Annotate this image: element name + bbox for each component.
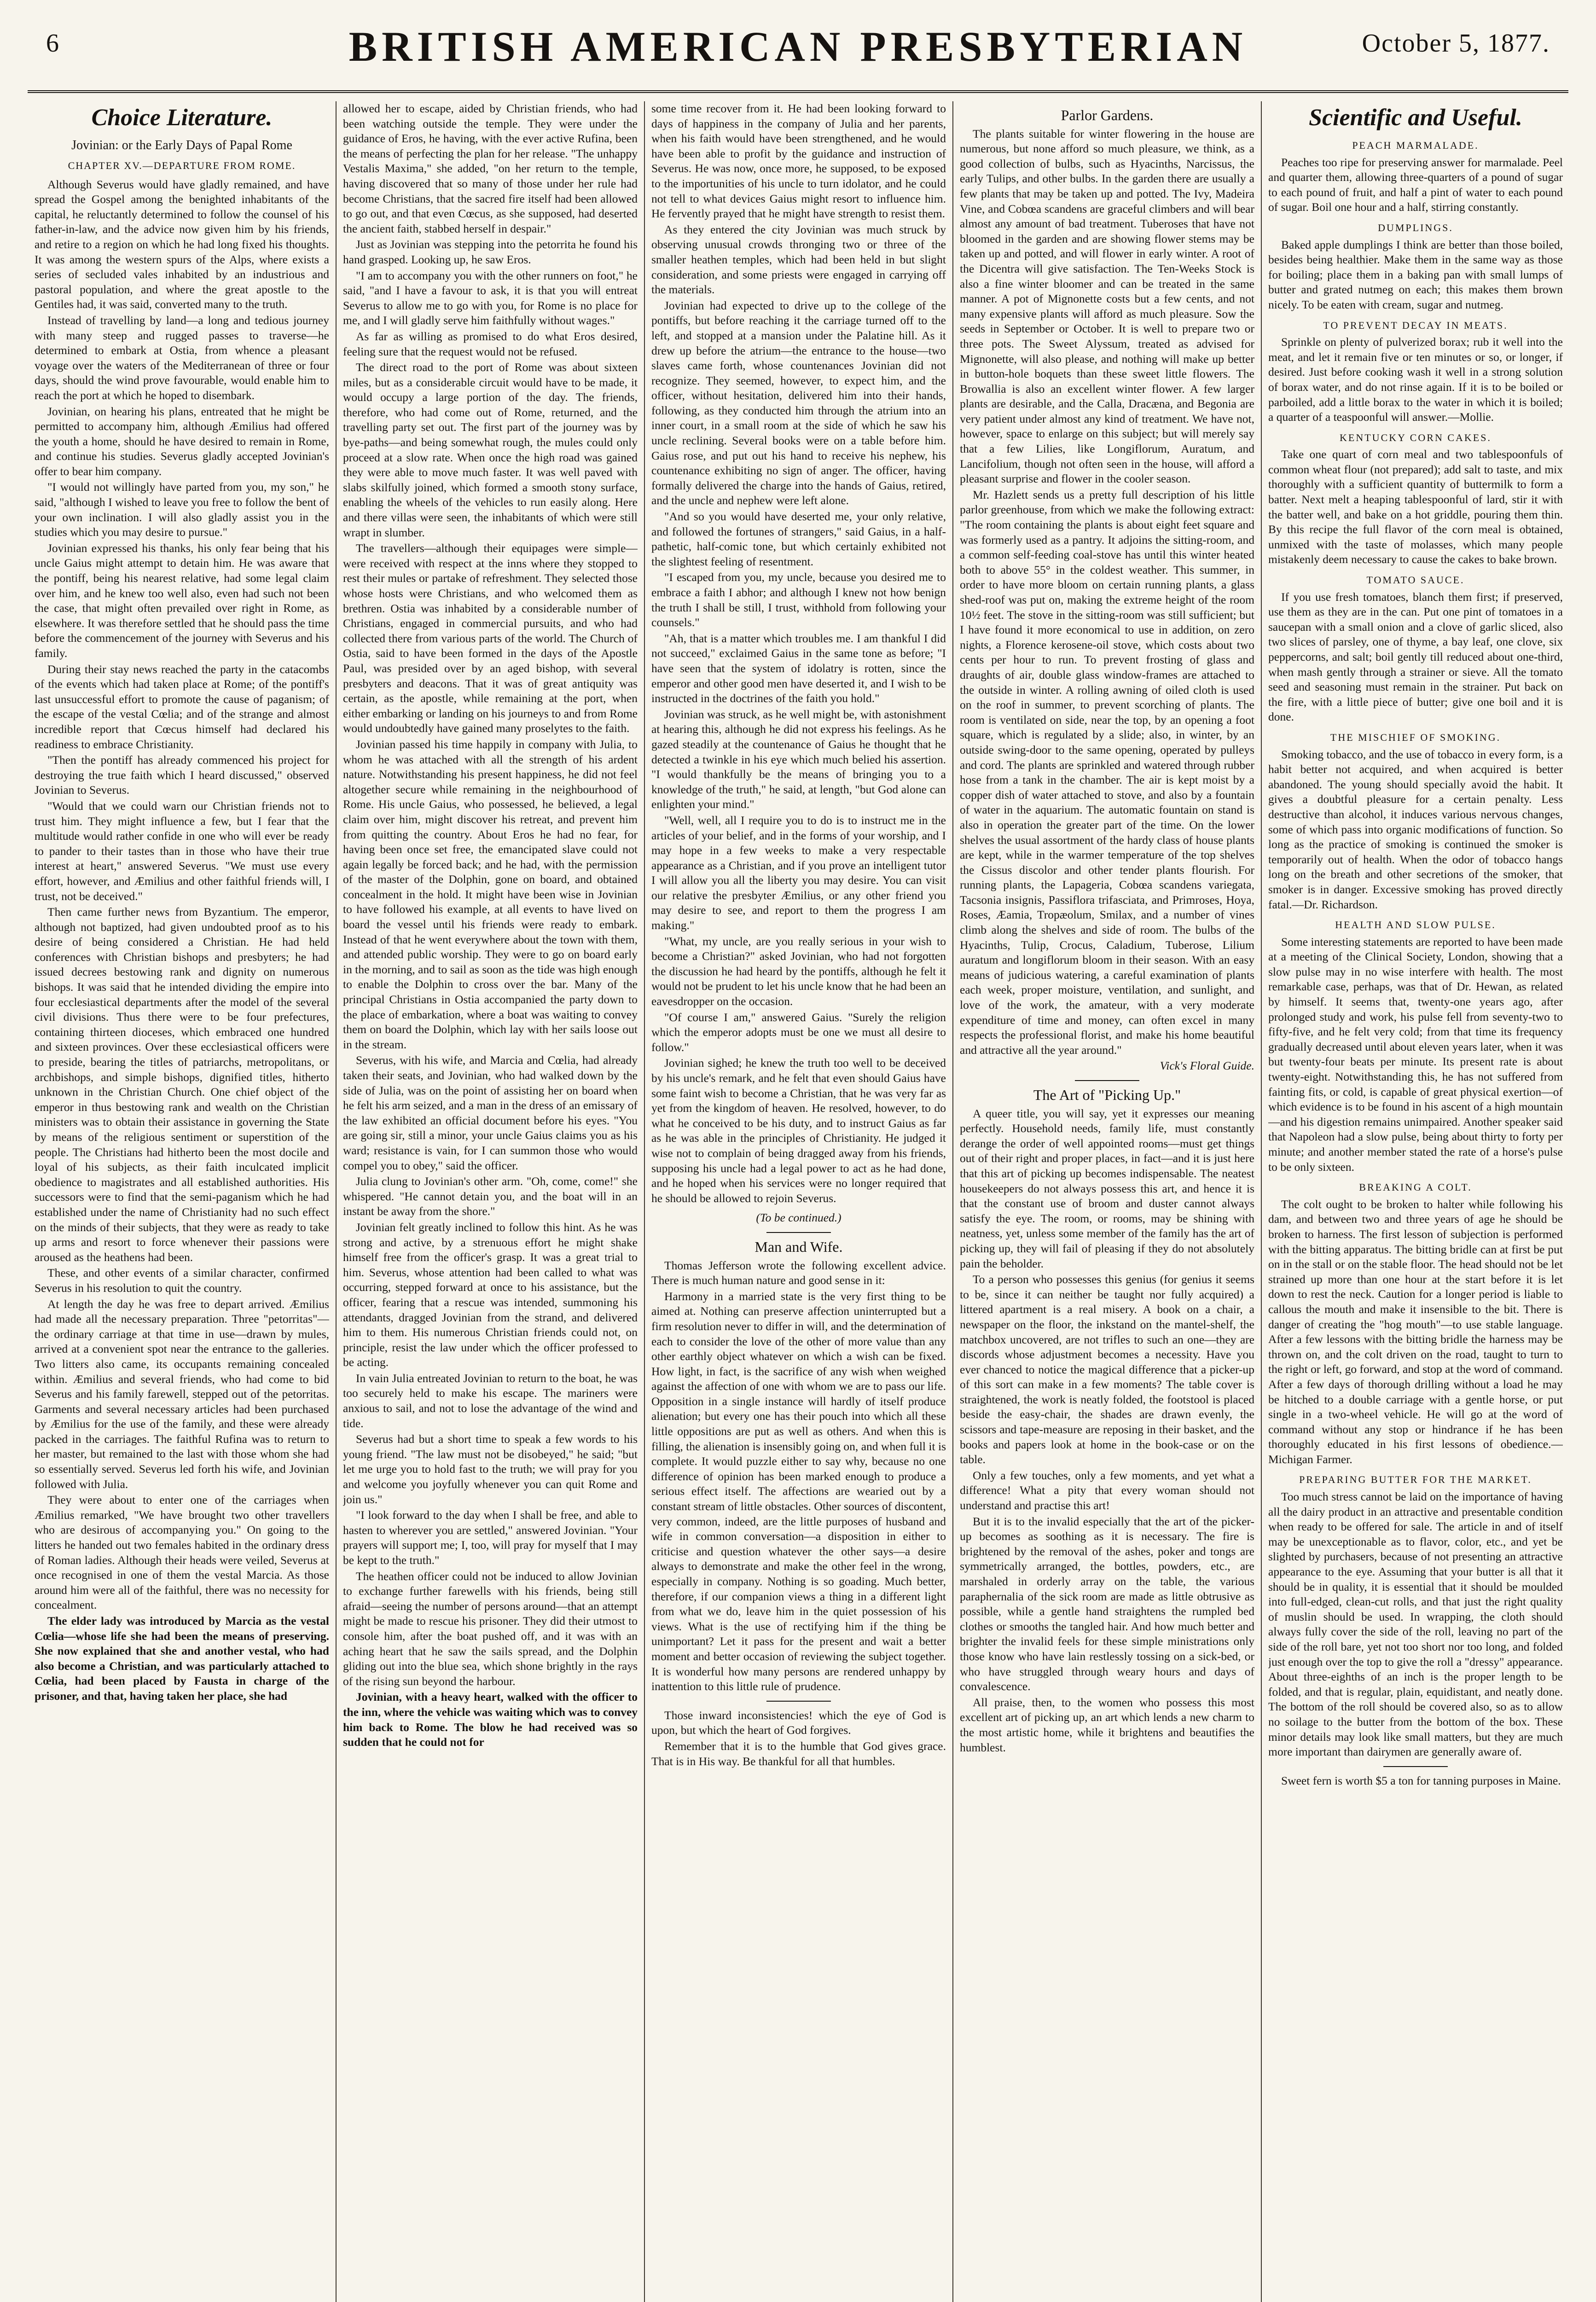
recipe-heading: PEACH MARMALADE. <box>1352 140 1479 151</box>
divider <box>766 1232 831 1233</box>
recipe-heading: TO PREVENT DECAY IN MEATS. <box>1323 319 1508 331</box>
recipe-heading: TOMATO SAUCE. <box>1366 574 1465 586</box>
paragraph: They were about to enter one of the carriages when Æmilius remarked, "We have brought two other travellers who are desirous of accompanying you." On going to the litters he handed out two females habited in the ordinary dress of Roman ladies. Although their heads were veiled, Severus at once recognised in one of them the vestal Marcia. As those around him were all of the faithful, there was no necessity for concealment. <box>35 1493 329 1612</box>
paragraph: But it is to the invalid especially that the art of the picker-up becomes as soothing as it is necessary. The fire is brightened by the removal of the ashes, poker and tongs are symmetrically arranged, the bottles, powders, etc., are marshaled in orderly array on the table, the various paraphernalia of the sick room are made as little obtrusive as possible, while a gentle hand straightens the rumpled bed clothes or smooths the tangled hair. And how much better and brighter the invalid feels for these simple ministrations only those know who have lain restlessly tossing on a sick-bed, or who have struggled through weary hours and days of convalescence. <box>960 1514 1254 1693</box>
paragraph: The direct road to the port of Rome was about sixteen miles, but as a considerable circuit would have to be made, it would occupy a large portion of the day. The friends, therefore, who had come out of Rome, returned, and the travelling party set out. The first part of the journey was by bye-paths—and being somewhat rough, the mules could only proceed at a slow rate. When once the high road was gained they were able to move much faster. It was well paved with slabs skilfully joined, which formed a smooth stony surface, enabling the wheels of the vehicles to run easily along. Here and there villas were seen, the inhabitants of which were still wrapt in slumber. <box>343 360 638 539</box>
paragraph: "I would not willingly have parted from you, my son," he said, "although I wished to leave you free to follow the bent of your own inclination. I will also gladly assist you in the studies which you may desire to pursue." <box>35 480 329 539</box>
paragraph: Take one quart of corn meal and two tablespoonfuls of common wheat flour (not prepared); add salt to taste, and mix thoroughly with a sufficient quantity of buttermilk to form a batter. Next melt a heaping tablespoonful of lard, stir it with the batter well, and bake on a hot griddle, pouring them thin. By this recipe the full flavor of the corn meal is obtained, unmixed with the taste of molasses, which many people mistakenly deem necessary to cause the cakes to bake brown. <box>1268 448 1563 566</box>
paragraph: Jovinian felt greatly inclined to follow this hint. As he was strong and active, by a strenuous effort he might shake himself free from the officer's grasp. It was a great trial to him. Severus, whose attention had been called to what was occurring, stepped forward at once to his assistance, but the officer, fearing that a rescue was intended, summoning his attendants, dragged Jovinian from the strand, and delivered him to them. His numerous Christian friends could not, on principle, resist the law under which the officer professed to be acting. <box>343 1220 638 1369</box>
paragraph: "Then the pontiff has already commenced his project for destroying the true faith which I heard discussed," observed Jovinian to Severus. <box>35 753 329 797</box>
article-heading: THE MISCHIEF OF SMOKING. <box>1330 731 1501 743</box>
paragraph: "Would that we could warn our Christian friends not to trust him. They might influence a few, but I fear that the multitude would rather confide in one who will ever be ready to pander to their tastes than in those who have their true interest at heart," answered Severus. "We must use every effort, however, and Æmilius and other faithful friends will, I trust, not be deceived." <box>35 799 329 903</box>
article-title: The Art of "Picking Up." <box>1033 1087 1181 1103</box>
paragraph: Jovinian expressed his thanks, his only fear being that his uncle Gaius might attempt to detain him. He was aware that the pontiff, being his nearest relative, had some legal claim over him, and he knew too well also, even had such not been the case, that might often prevailed over right in Rome, as elsewhere. It was therefore settled that he should pass the time before the commencement of the journey with Severus and his family. <box>35 541 329 660</box>
article-title: Parlor Gardens. <box>1061 107 1154 123</box>
paragraph: The heathen officer could not be induced to allow Jovinian to exchange further farewells with his friends, being still afraid—seeing the number of persons around—that an attempt might be made to rescue his prisoner. They did their utmost to console him, after the boat pushed off, and it was with an aching heart that he saw the sails spread, and the Dolphin gliding out into the blue sea, which shone brightly in the rays of the rising sun beyond the harbour. <box>343 1569 638 1688</box>
column-2 <box>343 101 638 2302</box>
issue-date: October 5, 1877. <box>1362 29 1550 58</box>
paragraph: "Of course I am," answered Gaius. "Surely the religion which the emperor adopts must be one we must all desire to follow." <box>651 1010 946 1054</box>
paragraph: A queer title, you will say, yet it expresses our meaning perfectly. Household needs, family life, must constantly derange the order of well appointed rooms—must get things out of their right and proper places, in fact—and it is just here that this art of picking up becomes indispensable. The neatest housekeepers do not always possess this art, and hence it is that the constant use of broom and duster cannot always satisfy the eye. The room, or rooms, may be shining with neatness, yet, unless some member of the family has the art of picking up, they will fail of pleasing if they do not absolutely pain the beholder. <box>960 1106 1254 1270</box>
paragraph: Sweet fern is worth $5 a ton for tanning purposes in Maine. <box>1281 1773 1561 1787</box>
paragraph: To a person who possesses this genius (for genius it seems to be, since it can neither be taught nor fully acquired) a littered apartment is a real misery. A book on a chair, a newspaper on the floor, the inkstand on the mantel-shelf, the matchbox uncovered, are not trifles to such an one—they are discords whose adjustment becomes a necessity. Have you ever chanced to notice the magical difference that a picker-up of this sort can make in a few moments? The table cover is straightened, the work is neatly folded, the footstool is placed beside the easy-chair, the shades are drawn evenly, the scissors and tape-measure are reposing in their basket, and the books and papers look at home in the book-case or on the table. <box>960 1273 1254 1466</box>
masthead <box>28 18 1568 83</box>
paragraph: Too much stress cannot be laid on the importance of having all the dairy product in an attractive and presentable condition when ready to be offered for sale. The article in and of itself may be unexceptionable as to flavor, color, etc., and yet be slighted by purchasers, because of not presenting an attractive appearance to the eye. Assuming that your butter is all that it should be in quality, it is essential that it should be moulded into full-edged, clean-cut rolls, and that just the right quality of muslin should be used. In wrapping, the cloth should always fully cover the side of the roll, leaving no part of the side of the roll bare, yet not too short nor too long, and folded just enough over the top to give the roll a "dressy" appearance. About three-eighths of an inch is the proper length to be folded, and that is regular, plain, equidistant, and neatly done. The bottom of the roll should be covered also, so as to allow no soilage to the butter from the bottom of the box. These minor details may look like small matters, but they are much more important than dairymen are generally aware of. <box>1268 1490 1563 1759</box>
paragraph: "I am to accompany you with the other runners on foot," he said, "and I have a favour to ask, it is that you will entreat Severus to allow me to go with you, for Rome is no place for me, and I will gladly serve him faithfully without wages." <box>343 268 638 327</box>
paragraph: If you use fresh tomatoes, blanch them first; if preserved, use them as they are in the can. Put one pint of tomatoes in a saucepan with a small onion and a clove of garlic sliced, also two slices of parsley, one of thyme, a bay leaf, one clove, six peppercorns, and salt; boil gently till reduced about one-third, when mash gently through a strainer or sieve. All the tomato seed and seasoning must remain in the strainer. Put back on the fire, with a little piece of butter; give one boil and it is done. <box>1268 590 1563 724</box>
paragraph: "Ah, that is a matter which troubles me. I am thankful I did not succeed," exclaimed Gaius in the same tone as before; "I have seen that the system of idolatry is rotten, since the emperor and other good men have deserted it, and I wish to be instructed in the doctrines of the faith you hold." <box>651 631 946 705</box>
paragraph: Harmony in a married state is the very first thing to be aimed at. Nothing can preserve affection uninterrupted but a firm resolution never to differ in will, and the determination of each to consider the love of the other of more value than any other earthly object whatever on which a wish can be fixed. How light, in fact, is the sacrifice of any wish when weighed against the affection of one with whom we are to pass our life. Opposition in a single instance will hardly of itself produce alienation; but every one has their pouch into which all these little oppositions are put as well as others. And when this is filling, the alienation is insensibly going on, and when full it is complete. It would puzzle either to say why, because no one difference of opinion has been marked enough to produce a serious effect itself. The affections are wearied out by a constant stream of little obstacles. Other sources of discontent, very common, indeed, are the little purposes of husband and wife in common conversation—a disposition in either to criticise and question whatever the other says—a desire always to demonstrate and make the other feel in the wrong, especially in company. Nothing is so goading. Much better, therefore, if our companion views a thing in a different light from what we do, leave him in the quiet possession of his views. What is the use of rectifying him if the thing be unimportant? Let it pass for the present and wait a better moment and better occasion of reviewing the subject together. It is wonderful how many persons are rendered unhappy by inattention to this little rule of prudence. <box>651 1289 946 1693</box>
paragraph: "What, my uncle, are you really serious in your wish to become a Christian?" asked Jovinian, who had not forgotten the discussion he had heard by the pontiffs, although he felt it would not be prudent to let his uncle know that he had been an eavesdropper on the occasion. <box>651 934 946 1008</box>
article-heading: HEALTH AND SLOW PULSE. <box>1335 919 1496 931</box>
paragraph: Just as Jovinian was stepping into the petorrita he found his hand grasped. Looking up, he saw Eros. <box>343 238 638 266</box>
paragraph: Some interesting statements are reported to have been made at a meeting of the Clinical Society, London, showing that a slow pulse may in no wise interfere with health. The most remarkable case, perhaps, was that of Dr. Hewan, as related by himself. It seems that, twenty-one years ago, after prolonged study and work, his pulse fell from seventy-two to fifty-five, and he felt very cold; from that time its frequency gradually decreased until about eleven years later, when it was but twenty-four beats per minute. Its present rate is about twenty-eight. Notwithstanding this, he has not suffered from fainting fits, or cold, is capable of great physical exertion—of which evidence is to be found in his ascent of a high mountain—and his digestion remains unimpaired. Another speaker said that Napoleon had a slow pulse, being about thirty to forty per minute; and another member stated the rate of a horse's pulse to be only sixteen. <box>1268 935 1563 1174</box>
paragraph: As far as willing as promised to do what Eros desired, feeling sure that the request would not be refused. <box>343 329 638 358</box>
paragraph: "Well, well, all I require you to do is to instruct me in the articles of your belief, and in the forms of your worship, and I may hope in a few weeks to make a very respectable appearance as a Christian, and if you prove an intelligent tutor I will allow you all the liberty you may desire. You can visit our relative the presbyter Æmilius, or any other friend you may desire to see, and report to them the progress I am making." <box>651 813 946 932</box>
paragraph: During their stay news reached the party in the catacombs of the events which had taken place at Rome; of the pontiff's last unsuccessful effort to promote the cause of paganism; of the escape of the vestal Cœlia; and of the strange and almost incredible report that Cœcus himself had declared his readiness to embrace Christianity. <box>35 662 329 751</box>
newspaper-title: BRITISH AMERICAN PRESBYTERIAN <box>348 23 1248 70</box>
paragraph: "I escaped from you, my uncle, because you desired me to embrace a faith I abhor; and although I knew not how benign the truth I shall be still, I trust, withhold from following your counsels." <box>651 570 946 629</box>
paragraph: Severus, with his wife, and Marcia and Cœlia, had already taken their seats, and Jovinian, who had walked down by the side of Julia, was on the point of assisting her on board when he felt his arm seized, and a man in the dress of an emissary of the law exhibited an official document before his eyes. "You are going sir, still a minor, your uncle Gaius claims you as his ward; resistance is vain, for I can summon those who would compel you to obey," said the officer. <box>343 1053 638 1172</box>
paragraph: The plants suitable for winter flowering in the house are numerous, but none afford so much pleasure, we think, as a good collection of bulbs, such as Hyacinths, Narcissus, the early Tulips, and other bulbs. In the garden there are usually a few plants that may be taken up and potted. The Ivy, Madeira Vine, and Cobœa scandens are graceful climbers and will bear almost any amount of bad treatment. Tuberoses that have not bloomed in the garden and are showing flower stems may be taken up and potted, and will flower in early winter. A root of the Dicentra will give satisfaction. The Ten-Weeks Stock is also a fine winter bloomer and can be treated in the same manner. A pot of Mignonette costs but a few cents, and not many expensive plants will afford as much pleasure. Sow the seeds in September or October. It is well to prepare two or three pots. The Sweet Alyssum, treated as advised for Mignonette, will also please, and nothing will make up better in button-hole boquets than these sweet little flowers. The Browallia is also an excellent winter flower. A few larger plants are desirable, and the Calla, Dracæna, and Begonia are very patient under almost any kind of treatment. We have not, however, space to enlarge on this subject; but will merely say that a few Lilies, like Longiflorum, Auratum, and Lancifolium, though not often seen in the house, will afford a pleasant surprise and flower in the cooler season. <box>960 127 1254 486</box>
column-divider <box>644 101 645 2302</box>
paragraph: Sprinkle on plenty of pulverized borax; rub it well into the meat, and let it remain five or ten minutes or so, or longer, if desired. Just before cooking wash it well in a strong solution of borax water, and do not rinse again. If it is to be boiled or parboiled, add a little borax to the water in which it is boiled; a quarter of a teaspoonful will answer.—Mollie. <box>1268 335 1563 424</box>
paragraph: Peaches too ripe for preserving answer for marmalade. Peel and quarter them, allowing three-quarters of a pound of sugar to each pound of fruit, and half a pint of water to each pound of sugar. Boil one hour and a half, stirring constantly. <box>1268 155 1563 214</box>
paragraph: Severus had but a short time to speak a few words to his young friend. "The law must not be disobeyed," he said; "but let me urge you to hold fast to the truth; we will pray for you and welcome you joyfully whenever you can quit Rome and join us." <box>343 1432 638 1506</box>
paragraph: At length the day he was free to depart arrived. Æmilius had made all the necessary preparation. Three "petorritas"—the ordinary carriage at that time in use—drawn by mules, arrived at a convenient spot near the entrance to the galleries. Two litters also came, its occupants remaining concealed within. Æmilius and several friends, who had come to bid Severus and his family farewell, stepped out of the petorritas. Garments and several necessary articles had been purchased by Æmilius for the use of the family, and these were already packed in the carriages. The faithful Rufina was to return to her master, but remained to the last with those whom she had so essentially served. Severus led forth his wife, and Jovinian followed with Julia. <box>35 1297 329 1491</box>
paragraph: "I look forward to the day when I shall be free, and able to hasten to wherever you are settled," answered Jovinian. "Your prayers will support me; I, too, will pray for myself that I may be kept to the truth." <box>343 1508 638 1567</box>
paragraph: As they entered the city Jovinian was much struck by observing unusual crowds thronging two or three of the smaller heathen temples, which had been held in but slight consideration, and some priests were engaged in carrying off the materials. <box>651 222 946 296</box>
paragraph: Jovinian sighed; he knew the truth too well to be deceived by his uncle's remark, and he felt that even should Gaius have some faint wish to become a Christian, that he was very far as yet from the kingdom of heaven. He resolved, however, to do what he conceived to be his duty, and to instruct Gaius as far as he was able in the principles of Christianity. He judged it wise not to complain of being dragged away from his friends, supposing his uncle had a legal power to act as he had done, and he hoped when his services were no longer required that he should be allowed to rejoin Severus. <box>651 1056 946 1205</box>
paragraph: Jovinian passed his time happily in company with Julia, to whom he was attached with all the strength of his ardent nature. Notwithstanding his present happiness, he did not feel altogether secure while remaining in the neighbourhood of Rome. His uncle Gaius, who possessed, he believed, a legal claim over him, might discover his retreat, and prevent him from quitting the country. About Eros he had no fear, for having been once set free, the emancipated slave could not again legally be forced back; and he had, with the permission of the master of the Dolphin, gone on board, and obtained concealment in the hold. It might have been wise in Jovinian to have followed his example, at all events to have lived on board the vessel until his friends were ready to embark. Instead of that he went everywhere about the town with them, and attended public worship. They were to go on board early in the morning, and to sail as soon as the tide was high enough to enable the Dolphin to cross over the bar. Many of the principal Christians in Ostia accompanied the party down to the place of embarkation, where a boat was waiting to convey them on board the Dolphin, which lay with her sails loose out in the stream. <box>343 737 638 1051</box>
page-number: 6 <box>46 29 59 58</box>
article-heading: PREPARING BUTTER FOR THE MARKET. <box>1299 1474 1532 1486</box>
column-divider <box>952 101 953 2302</box>
column-3 <box>651 101 946 2302</box>
column-5 <box>1268 101 1563 2302</box>
paragraph: Jovinian was struck, as he well might be, with astonishment at hearing this, although he did not express his feelings. As he gazed steadily at the countenance of Gaius he thought that he detected a twinkle in his eye which much belied his assertion. "I would thankfully be the means of bringing you to a knowledge of the truth," he said, at length, "but God alone can enlighten your mind." <box>651 707 946 811</box>
source-credit: Vick's Floral Guide. <box>1160 1059 1254 1073</box>
divider <box>1075 1080 1139 1081</box>
recipe-heading: DUMPLINGS. <box>1378 221 1453 233</box>
paragraph: Then came further news from Byzantium. The emperor, although not baptized, had given undoubted proof as to his desire of being considered a Christian. He had held conferences with Christian bishops and presbyters; he had issued decrees bestowing rank and dignity on numerous bishops. It was said that he intended dividing the empire into four ecclesiastical departments after the model of the several civil divisions. Thus there were to be four prefectures, containing thirteen dioceses, which embraced one hundred and sixteen provinces. Over these ecclesiastical officers were to preside, bearing the titles of patriarchs, metropolitans, or archbishops, and simple bishops, dignified titles, hitherto unknown in the Christian Church. One chief object of the emperor in thus bestowing rank and wealth on the Christian ministers was to obtain their assistance in governing the State by means of the religious sentiment or superstition of the people. The Christians had hitherto been the most docile and loyal of his subjects, as their faith inculcated implicit obedience to magistrates and all established authorities. His successors were to find that the semi-paganism which he had established under the name of Christianity had no such effect on the minds of their subjects, that they were as ready to take up arms and resort to force whenever their passions were aroused as the heathens had been. <box>35 905 329 1264</box>
paragraph: Jovinian, with a heavy heart, walked with the officer to the inn, where the vehicle was waiting which was to convey him back to Rome. The blow he had received was so sudden that he could not for <box>343 1690 638 1749</box>
story-title: Jovinian: or the Early Days of Papal Rome <box>71 138 292 152</box>
paragraph: These, and other events of a similar character, confirmed Severus in his resolution to quit the country. <box>35 1266 329 1295</box>
column-1 <box>35 101 329 2302</box>
paragraph: The colt ought to be broken to halter while following his dam, and between two and three years of age he should be broken to harness. The first lesson of subjection is performed with the bitting apparatus. The bitting bridle can at first be put on in the stall or on the stable floor. The head should not be let strained up more than one hour at the start before it is let down to rest the neck. Caution for a longer period is liable to callous the mouth and make it insensible to the bit. There is danger of creating the "hog mouth"—to use stable language. After a few lessons with the bitting bridle the harness may be thrown on, and the colt driven on the road, taught to turn to the right or left, go forward, and stop at the word of command. After a few days of thorough drilling without a load he may be hitched to a double carriage with a gentle horse, or put single in a two-wheel vehicle. He will go at the word of command without any stop or hindrance if he has been thoroughly educated in his first lessons of obedience.—Michigan Farmer. <box>1268 1197 1563 1466</box>
recipe-heading: KENTUCKY CORN CAKES. <box>1340 431 1492 443</box>
paragraph: The travellers—although their equipages were simple—were received with respect at the inns where they stopped to rest their mules or partake of refreshment. They selected those whose hosts were Christians, and who welcomed them as brethren. Ostia was inhabited by a considerable number of Christians, engaged in commercial pursuits, and who had collected there from various parts of the world. The Church of Ostia, said to have been formed in the days of the Apostle Paul, was presided over by an aged bishop, with several presbyters and deacons. That it was of great antiquity was certain, as the apostle, while remaining at the port, when either embarking or landing on his journeys to and from Rome would undoubtedly have gained many proselytes to the faith. <box>343 541 638 735</box>
paragraph: allowed her to escape, aided by Christian friends, who had been watching outside the temple. They were under the guidance of Eros, he having, with the ever active Rufina, been the means of perfecting the plan for her release. "The unhappy Vestalis Maxima," she added, "on her return to the temple, having discovered that so many of those under her rule had become Christians, that the sacred fire itself had been allowed to go out, and that even Cœcus, as she supposed, had deserted the ancient faith, stabbed herself in despair." <box>343 102 638 235</box>
section-heading: Scientific and Useful. <box>1309 105 1522 131</box>
paragraph: Only a few touches, only a few moments, and yet what a difference! What a pity that every woman should not understand and practise this art! <box>960 1468 1254 1512</box>
chapter-heading: CHAPTER XV.—DEPARTURE FROM ROME. <box>68 160 296 171</box>
paragraph: Baked apple dumplings I think are better than those boiled, besides being healthier. Make them in the same way as those for boiling; place them in a baking pan with small lumps of butter and grated nutmeg on each; this makes them brown nicely. To be eaten with cream, sugar and nutmeg. <box>1268 238 1563 311</box>
paragraph: In vain Julia entreated Jovinian to return to the boat, he was too securely held to make his escape. The mariners were anxious to sail, and not to lose the advantage of the wind and tide. <box>343 1371 638 1430</box>
divider <box>766 1701 831 1702</box>
paragraph: Although Severus would have gladly remained, and have spread the Gospel among the benighted inhabitants of the capital, he reluctantly determined to follow the counsel of his father-in-law, and the advice now given him by his friends, and retire to a region on which he had long fixed his thoughts. It was among the western spurs of the Alps, where exists a series of secluded vales inhabited by an industrious and pastoral population, and where the great apostle to the Gentiles had, it was said, converted many to the truth. <box>35 177 329 311</box>
paragraph: The elder lady was introduced by Marcia as the vestal Cœlia—whose life she had been the means of preserving. She now explained that she and another vestal, who had also become a Christian, and was particularly attached to Cœlia, had been placed by Fausta in charge of the prisoner, and that, having taken her place, she had <box>35 1614 329 1703</box>
paragraph: Jovinian, on hearing his plans, entreated that he might be permitted to accompany him, although Æmilius had offered the youth a home, should he have desired to remain in Rome, and continue his studies. Severus gladly accepted Jovinian's offer to bear him company. <box>35 404 329 478</box>
paragraph: "And so you would have deserted me, your only relative, and followed the fortunes of strangers," said Gaius, in a half-pathetic, half-comic tone, but which certainly exhibited not the slightest feeling of resentment. <box>651 510 946 568</box>
column-4 <box>960 101 1254 2302</box>
paragraph: Julia clung to Jovinian's other arm. "Oh, come, come!" she whispered. "He cannot detain you, and the boat will in an instant be away from the shore." <box>343 1174 638 1218</box>
section-heading: Choice Literature. <box>91 105 273 131</box>
to-be-continued: (To be continued.) <box>756 1211 842 1225</box>
column-divider <box>336 101 337 2302</box>
paragraph: Remember that it is to the humble that God gives grace. That is in His way. Be thankful for all that humbles. <box>651 1739 946 1768</box>
paragraph: Mr. Hazlett sends us a pretty full description of his little parlor greenhouse, from which we make the following extract: "The room containing the plants is about eight feet square and was formerly used as a pantry. It adjoins the sitting-room, and a common self-feeding coal-stove has until this winter heated both to above 55° in the coldest weather. This summer, in order to have more bloom on certain running plants, a glass shed-roof was put on, making the extreme height of the room 10½ feet. The stove in the sitting-room was still sufficient; but I have found it more economical to use in addition, on zero nights, a Florence kerosene-oil stove, which costs about two cents per hour to run. To prevent frosting of glass and draughts of air, double glass window-frames are attached to the outside in winter. A rolling awning of oiled cloth is used on the roof in summer, to prevent scorching of plants. The room is ventilated on side, near the top, by an opening a foot square, which is regulated by a slide; also, in winter, by an outside swing-door to the same opening, operated by pulleys and cord. The plants are sprinkled and watered through rubber hose from a tank in the chamber. The air is kept moist by a copper dish of water attached to stove, and also by a fountain of water in the aquarium. The automatic fountain on stand is also in operation the greater part of the time. On the lower shelves the usual assortment of the hardy class of house plants are kept, while in the warmer temperature of the top shelves the Cissus discolor and other tender plants flourish. For running plants, the Lapageria, Cobœa scandens variegata, Tacsonia insignis, Passiflora trifasciata, and Primroses, Hoya, Roses, Æamia, Tropæolum, Smilax, and a number of vines climb along the shelves and side of room. The bulbs of the Hyacinths, Tulip, Crocus, Caladium, Tuberose, Lilium auratum and longiflorum bloom in their season. With an easy means of judicious watering, a careful examination of plants each week, proper moisture, ventilation, and sunlight, and love of the work, the amateur, with a very moderate expenditure of time and money, can often excel in many respects the professional florist, and make his home beautiful and attractive all the year around." <box>960 488 1254 1057</box>
paragraph: Those inward inconsistencies! which the eye of God is upon, but which the heart of God forgives. <box>651 1708 946 1737</box>
article-heading: BREAKING A COLT. <box>1359 1181 1472 1193</box>
paragraph: Thomas Jefferson wrote the following excellent advice. There is much human nature and good sense in it: <box>651 1258 946 1287</box>
masthead-rule <box>28 90 1568 93</box>
column-divider <box>1261 101 1262 2302</box>
paragraph: Jovinian had expected to drive up to the college of the pontiffs, but before reaching it the carriage turned off to the left, and stopped at a mansion under the Palatine hill. As it drew up before the atrium—the entrance to the house—two slaves came forth, whose countenances Jovinian did not recognize. They seemed, however, to expect him, and the officer, without hesitation, delivered him into their hands, following, as they conducted him through the atrium into an inner court, in a small room at the side of which he saw his uncle reclining. Several books were on a table before him. Gaius rose, and put out his hand to receive his nephew, his countenance exhibiting no sign of anger. The officer, having formally delivered the charge into the hands of Gaius, retired, and the uncle and nephew were left alone. <box>651 298 946 507</box>
paragraph: All praise, then, to the women who possess this most excellent art of picking up, an art which lends a new charm to the most artistic home, while it brightens and beautifies the humblest. <box>960 1695 1254 1754</box>
paragraph: Instead of travelling by land—a long and tedious journey with many steep and rugged passes to traverse—he determined to embark at Ostia, from whence a pleasant voyage over the waters of the Mediterranean of three or four days, should the wind prove favourable, would enable him to reach the port at which he hoped to disembark. <box>35 313 329 402</box>
paragraph: some time recover from it. He had been looking forward to days of happiness in the company of Julia and her parents, when his faith would have been strengthened, and he would have been able to profit by the guidance and instruction of Severus. He was now, once more, he supposed, to be exposed to the importunities of his uncle to turn idolator, and he could not tell to what devices Gaius might resort to influence him. He fervently prayed that he might have strength to resist them. <box>651 102 946 221</box>
article-title: Man and Wife. <box>754 1238 843 1255</box>
divider <box>1383 1766 1448 1767</box>
paragraph: Smoking tobacco, and the use of tobacco in every form, is a habit better not acquired, and when acquired is better abandoned. The young should specially avoid the habit. It gives a doubtful pleasure for a certain penalty. Less destructive than alcohol, it induces various nervous changes, some of which pass into organic modifications of function. So long as the practice of smoking is continued the smoker is temporarily out of health. When the odor of tobacco hangs long on the breath and other secretions of the smoker, that smoker is in danger. Excessive smoking has proved directly fatal.—Dr. Richardson. <box>1268 747 1563 911</box>
